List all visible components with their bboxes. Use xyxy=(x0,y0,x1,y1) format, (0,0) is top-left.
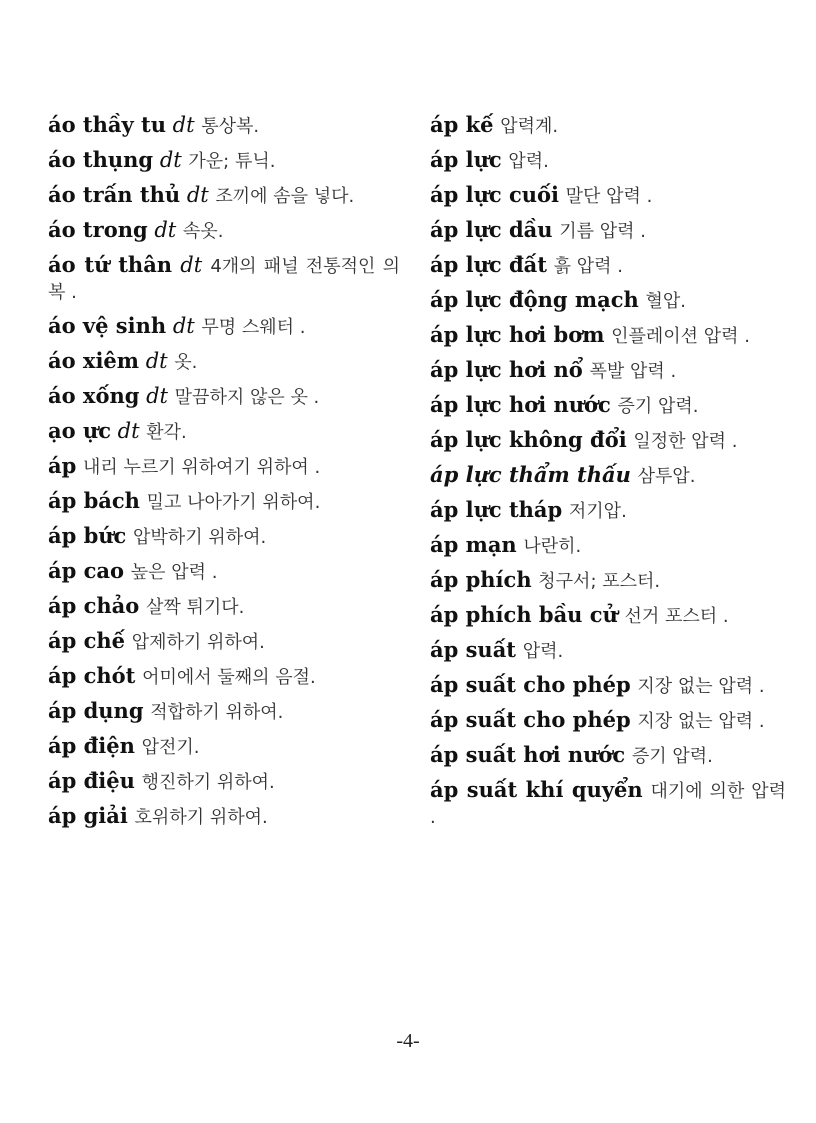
dictionary-entry xyxy=(430,112,786,139)
entry-definition: 나란히. xyxy=(523,536,582,557)
entry-definition: 통상복. xyxy=(201,116,260,137)
dictionary-entry xyxy=(48,558,400,585)
entry-headword: áp xyxy=(48,453,77,478)
entry-definition: 지장 없는 압력 . xyxy=(637,676,765,697)
right-column xyxy=(430,112,786,838)
entry-definition: 압력. xyxy=(508,151,549,172)
entry-definition: 조끼에 솜을 넣다. xyxy=(215,186,355,207)
entry-headword: áp cao xyxy=(48,558,125,583)
entry-headword: áo vệ sinh xyxy=(48,313,167,338)
dictionary-entry xyxy=(430,322,786,349)
entry-definition: 압력. xyxy=(522,641,564,662)
dictionary-entry xyxy=(430,427,786,454)
entry-definition: 대기에 의한 압력 . xyxy=(430,781,786,828)
entry-headword: áp lực xyxy=(430,147,502,172)
dictionary-entry xyxy=(48,768,400,795)
entry-part-of-speech: dt xyxy=(117,419,140,443)
dictionary-entry xyxy=(48,313,400,340)
entry-definition: 선거 포스터 . xyxy=(624,606,729,627)
entry-definition: 삼투압. xyxy=(637,466,696,487)
entry-part-of-speech: dt xyxy=(180,253,203,277)
left-column xyxy=(48,112,400,838)
entry-definition: 밀고 나아가기 위하여. xyxy=(146,492,321,513)
entry-headword: áp kế xyxy=(430,112,494,137)
entry-headword: áp lực cuối xyxy=(430,182,559,207)
entry-headword: áo trấn thủ xyxy=(48,182,181,207)
entry-headword: áp giải xyxy=(48,803,128,828)
entry-definition: 환각. xyxy=(146,422,187,443)
entry-headword: áp lực hơi nổ xyxy=(430,357,583,382)
entry-headword: áp mạn xyxy=(430,532,517,557)
entry-headword: áp suất cho phép xyxy=(430,672,631,697)
dictionary-entry xyxy=(430,777,786,830)
entry-part-of-speech: dt xyxy=(145,349,168,373)
dictionary-entry xyxy=(48,217,400,244)
dictionary-entry xyxy=(430,707,786,734)
entry-headword: áp bức xyxy=(48,523,127,548)
entry-definition: 말끔하지 않은 옷 . xyxy=(174,387,320,408)
entry-headword: áp lực không đổi xyxy=(430,427,627,452)
entry-definition: 지장 없는 압력 . xyxy=(637,711,765,732)
entry-headword: áo trong xyxy=(48,217,148,242)
entry-headword: áp điện xyxy=(48,733,135,758)
entry-definition: 옷. xyxy=(174,352,198,373)
entry-part-of-speech: dt xyxy=(154,218,177,242)
entry-definition: 청구서; 포스터. xyxy=(538,571,661,592)
dictionary-entry xyxy=(48,418,400,445)
entry-definition: 어미에서 둘째의 음절. xyxy=(142,667,316,688)
entry-part-of-speech: dt xyxy=(146,384,168,408)
entry-definition: 무명 스웨터 . xyxy=(201,317,306,338)
entry-definition: 압제하기 위하여. xyxy=(131,632,265,653)
dictionary-entry xyxy=(48,348,400,375)
dictionary-entry xyxy=(430,497,786,524)
dictionary-entry xyxy=(430,217,786,244)
entry-definition: 내리 누르기 위하여기 위하여 . xyxy=(82,457,321,478)
entry-headword: áp điệu xyxy=(48,768,135,793)
entry-definition: 살짝 튀기다. xyxy=(145,597,245,618)
entry-definition: 4개의 패널 전통적인 의복 . xyxy=(48,256,400,303)
dictionary-entry xyxy=(430,672,786,699)
entry-headword: áp phích bầu cử xyxy=(430,602,618,627)
dictionary-entry xyxy=(430,147,786,174)
entry-definition: 혈압. xyxy=(645,291,686,312)
dictionary-entry xyxy=(430,357,786,384)
dictionary-entry xyxy=(48,628,400,655)
entry-definition: 폭발 압력 . xyxy=(589,361,677,382)
entry-headword: áp lực hơi nước xyxy=(430,392,611,417)
entry-headword: áp lực động mạch xyxy=(430,287,639,312)
entry-definition: 저기압. xyxy=(568,501,627,522)
dictionary-entry xyxy=(430,392,786,419)
entry-part-of-speech: dt xyxy=(172,113,195,137)
page-number: -4- xyxy=(396,1030,420,1052)
dictionary-entry xyxy=(48,733,400,760)
entry-definition: 증기 압력. xyxy=(617,396,699,417)
entry-headword: ạo ực xyxy=(48,418,111,443)
entry-definition: 압전기. xyxy=(141,737,200,758)
entry-headword: áo thụng xyxy=(48,147,154,172)
dictionary-entry xyxy=(48,593,400,620)
dictionary-entry xyxy=(48,252,400,305)
entry-definition: 행진하기 위하여. xyxy=(141,772,275,793)
dictionary-entry xyxy=(430,532,786,559)
entry-headword: áp chế xyxy=(48,628,126,653)
dictionary-entry xyxy=(430,287,786,314)
dictionary-entry xyxy=(430,182,786,209)
entry-part-of-speech: dt xyxy=(186,183,209,207)
entry-definition: 증기 압력. xyxy=(631,746,713,767)
dictionary-entry xyxy=(48,698,400,725)
dictionary-entry xyxy=(430,602,786,629)
entry-definition: 말단 압력 . xyxy=(565,186,653,207)
entry-headword: áp suất khí quyển xyxy=(430,777,643,802)
entry-definition: 흙 압력 . xyxy=(553,256,623,277)
dictionary-entry xyxy=(48,182,400,209)
entry-headword: áo tứ thân xyxy=(48,252,173,277)
entry-headword: áp lực dầu xyxy=(430,217,553,242)
entry-definition: 호위하기 위하여. xyxy=(134,807,268,828)
entry-headword: áp lực tháp xyxy=(430,497,563,522)
entry-definition: 압력계. xyxy=(500,116,559,137)
dictionary-entry xyxy=(48,147,400,174)
entry-definition: 적합하기 위하여. xyxy=(150,702,284,723)
dictionary-entry xyxy=(48,488,400,515)
dictionary-entry xyxy=(48,112,400,139)
entry-definition: 속옷. xyxy=(182,221,224,242)
entry-headword: áo thầy tu xyxy=(48,112,166,137)
dictionary-entry xyxy=(430,462,786,489)
entry-headword: áp chảo xyxy=(48,593,140,618)
dictionary-entry xyxy=(48,453,400,480)
entry-headword: áp suất cho phép xyxy=(430,707,631,732)
entry-headword: áp bách xyxy=(48,488,140,513)
entry-headword: áp suất xyxy=(430,637,516,662)
entry-headword: áp lực hơi bơm xyxy=(430,322,605,347)
dictionary-entry xyxy=(430,252,786,279)
entry-definition: 높은 압력 . xyxy=(130,562,218,583)
entry-headword: áp lực đất xyxy=(430,252,547,277)
dictionary-entry xyxy=(48,663,400,690)
dictionary-entry xyxy=(430,567,786,594)
entry-headword: áp phích xyxy=(430,567,532,592)
dictionary-entry xyxy=(48,383,400,410)
dictionary-entry xyxy=(430,637,786,664)
entry-definition: 가운; 튜닉. xyxy=(188,151,276,172)
entry-definition: 일정한 압력 . xyxy=(633,431,738,452)
dictionary-entry xyxy=(48,803,400,830)
entry-definition: 기름 압력 . xyxy=(559,221,646,242)
entry-headword: áp suất hơi nước xyxy=(430,742,626,767)
entry-headword: áo xống xyxy=(48,383,140,408)
entry-part-of-speech: dt xyxy=(172,314,195,338)
entry-headword: áp dụng xyxy=(48,698,144,723)
entry-definition: 인플레이션 압력 . xyxy=(611,326,750,347)
entry-headword: áo xiêm xyxy=(48,348,140,373)
entry-definition: 압박하기 위하여. xyxy=(133,527,267,548)
entry-headword: áp chót xyxy=(48,663,136,688)
dictionary-entry xyxy=(430,742,786,769)
entry-part-of-speech: dt xyxy=(159,148,182,172)
entry-headword: áp lực thẩm thấu xyxy=(430,462,631,487)
dictionary-entry xyxy=(48,523,400,550)
